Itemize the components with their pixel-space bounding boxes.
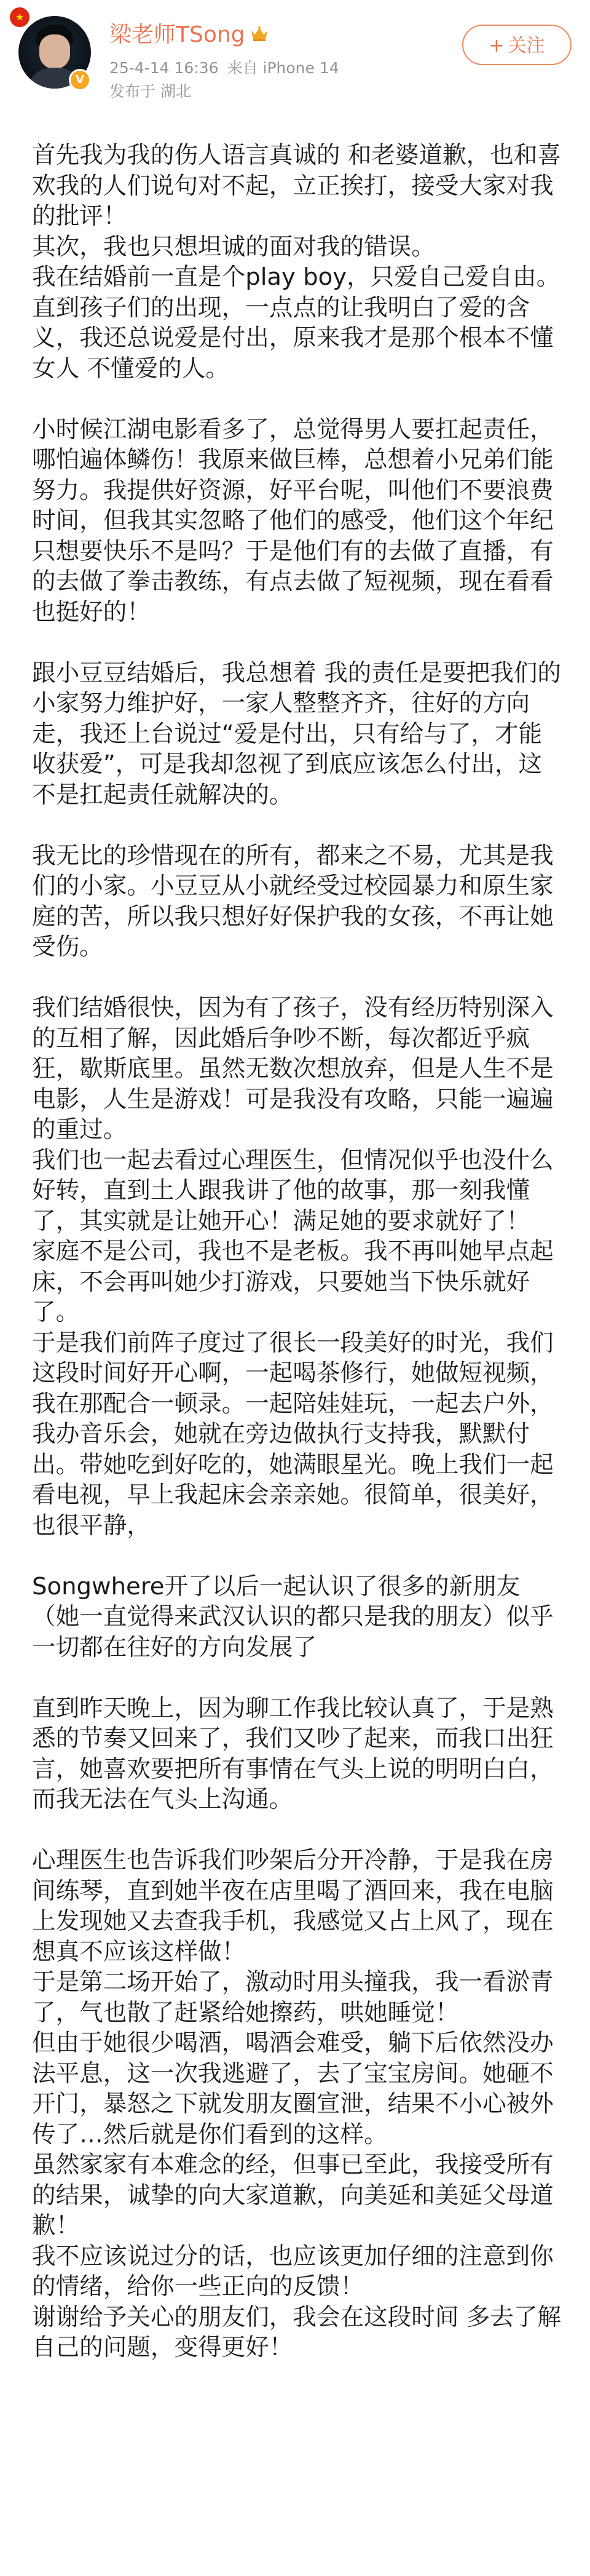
follow-label: 关注 — [508, 35, 545, 57]
paragraph-gap — [32, 963, 565, 993]
post-meta — [109, 57, 348, 103]
post-paragraph: 我们结婚很快，因为有了孩子，没有经历特别深入的互相了解，因此婚后争吵不断，每次都近乎疯狂，歇斯底里。虽然无数次想放弃，但是人生不是电影，人生是游戏！可是我没有攻略，只能一遍遍的重过。 我们也一起去看过心理医生，但情况似乎也没什么好转，直到土人跟我讲了他的故事，那一刻我懂了，其实就是让她开心！满足她的要求就好了！ 家庭不是公司，我也不是老板。我不再叫她早点起床，不会再叫她少打游戏，只要她当下快乐就好了。 于是我们前阵子度过了很长一段美好的时光，我们这段时间好开心啊，一起喝茶修行，她做短视频，我在那配合一顿录。一起陪娃娃玩，一起去户外，我办音乐会，她就在旁边做执行支持我，默默付出。带她吃到好吃的，她满眼星光。晚上我们一起看电视，早上我起床会亲亲她。很简单，很美好，也很平静， — [32, 994, 554, 1540]
post-paragraph: Songwhere开了以后一起认识了很多的新朋友（她一直觉得来武汉认识的都只是我的朋友）似乎一切都在往好的方向发展了 — [32, 1572, 554, 1661]
paragraph-gap — [32, 1541, 565, 1572]
post-paragraph: 直到昨天晚上，因为聊工作我比较认真了，于是熟悉的节奏又回来了，我们又吵了起来，而我口出狂言，她喜欢要把所有事情在气头上说的明明白白，而我无法在气头上沟通。 — [32, 1694, 554, 1813]
username[interactable] — [109, 17, 269, 49]
post-paragraph: 首先我为我的伤人语言真诚的 和老婆道歉，也和喜欢我的人们说句对不起，立正挨打，接受大家对我的批评！ 其次，我也只想坦诚的面对我的错误。 我在结婚前一直是个play boy，只爱自己爱自由。直到孩子们的出现，一点点的让我明白了爱的含义，我还总说爱是付出，原来我才是那个根本不懂女人 不懂爱的人。 — [32, 141, 561, 383]
paragraph-gap — [32, 384, 565, 415]
avatar-face — [39, 34, 70, 69]
post-paragraph: 小时候江湖电影看多了，总觉得男人要扛起责任，哪怕遍体鳞伤！我原来做巨棒，总想着小兄弟们能努力。我提供好资源，好平台呢，叫他们不要浪费时间，但我其实忽略了他们的感受，他们这个年纪只想要快乐不是吗？于是他们有的去做了直播，有的去做了拳击教练，有点去做了短视频，现在看看也挺好的！ — [32, 415, 554, 626]
crown-icon — [250, 26, 269, 42]
post-location: 发布于 湖北 — [109, 82, 191, 100]
paragraph-gap — [32, 810, 565, 841]
post-body — [32, 140, 565, 2363]
username-text[interactable]: 梁老师TSong — [109, 22, 245, 47]
paragraph-gap — [32, 1815, 565, 1846]
post-paragraph: 我无比的珍惜现在的所有，都来之不易，尤其是我们的小家。小豆豆从小就经受过校园暴力和原生家庭的苦，所以我只想好好保护我的女孩，不再让她受伤。 — [32, 841, 554, 961]
paragraph-gap — [32, 627, 565, 658]
plus-icon: + — [489, 35, 505, 57]
verified-v-icon: V — [69, 69, 91, 91]
paragraph-gap — [32, 1663, 565, 1693]
follow-button[interactable] — [462, 25, 572, 65]
post-timestamp: 25-4-14 16:36 — [109, 59, 219, 77]
post-paragraph: 跟小豆豆结婚后，我总想着 我的责任是要把我们的小家努力维护好，一家人整整齐齐，往好的方向走，我还上台说过“爱是付出，只有给与了，才能收获爱”，可是我却忽视了到底应该怎么付出，这不是扛起责任就解决的。 — [32, 659, 561, 809]
post-header — [0, 0, 590, 105]
post-paragraph: 心理医生也告诉我们吵架后分开冷静，于是我在房间练琴，直到她半夜在店里喝了酒回来，我在电脑上发现她又去查我手机，我感觉又占上风了，现在想真不应该这样做！ 于是第二场开始了，激动时用头撞我，我一看淤青了，气也散了赶紧给她擦药，哄她睡觉！ 但由于她很少喝酒，喝酒会难受，躺下后依然没办法平息，这一次我逃避了，去了宝宝房间。她砸不开门，暴怒之下就发朋友圈宣泄，结果不小心被外传了…然后就是你们看到的这样。 虽然家家有本难念的经，但事已至此，我接受所有的结果，诚挚的向大家道歉，向美延和美延父母道歉！ 我不应该说过分的话，也应该更加仔细的注意到你的情绪，给你一些正向的反馈！ 谢谢给予关心的朋友们，我会在这段时间 多去了解自己的问题，变得更好！ — [32, 1847, 561, 2361]
post-source: 来自 iPhone 14 — [227, 59, 339, 77]
china-flag-icon: ★ — [9, 6, 31, 28]
